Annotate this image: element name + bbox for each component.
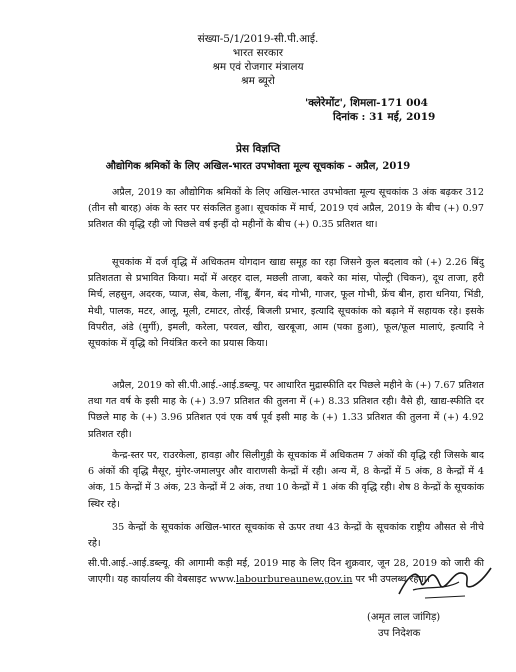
reference-number: संख्या-5/1/2019-सी.पी.आई. (197, 33, 319, 45)
bureau-name: श्रम ब्यूरो (241, 75, 275, 87)
office-address: 'क्लेरेमोंट', शिमला-171 004 (305, 97, 428, 109)
press-release-heading: प्रेस विज्ञप्ति (236, 143, 280, 155)
paragraph-1 (88, 185, 484, 234)
paragraph-4 (88, 448, 484, 513)
paragraph-6-text-end: पर भी उपलब्ध रहेगा। (352, 574, 430, 586)
signatory-designation: उप निदेशक (378, 628, 421, 639)
paragraph-2 (88, 255, 484, 352)
paragraph-4-text: केन्द्र-स्तर पर, राउरकेला, हावड़ा और सिलीगुड़ी के सूचकांक में अधिकतम 7 अंकों की वृद्धि रही जिसके बाद 6 अंकों की वृद्धि मैसूर, मुंगेर-जमालपुर और वाराणसी केन्द्रों में रही। अन्य में, 8 केन्द्रों में 5 अंक, 8 केन्द्रों में 4 अंक, 15 केन्द्रों में 3 अंक, 23 केन्द्रों में 2 अंक, तथा 10 केन्द्रों में 1 अंक की वृद्धि रही। शेष 8 केन्द्रों के सूचकांक स्थिर रहे। (88, 450, 484, 510)
government-name: भारत सरकार (232, 47, 284, 59)
paragraph-5-text: 35 केन्द्रों के सूचकांक अखिल-भारत सूचकांक से ऊपर तथा 43 केन्द्रों के सूचकांक राष्ट्रीय औसत से नीचे रहे। (88, 522, 484, 550)
release-date: दिनांक : 31 मई, 2019 (333, 111, 436, 123)
ministry-name: श्रम एवं रोजगार मंत्रालय (212, 61, 304, 73)
signatory-name: (अमृत लाल जांगिड़) (367, 612, 441, 623)
signature-image (395, 560, 495, 604)
paragraph-6-text: सी.पी.आई.-आई.डब्ल्यू. की आगामी कड़ी मई, 2019 माह के लिए दिन शुक्रवार, जून 28, 2019 को जारी की जाएगी। यह कार्यालय की वेबसाइट www. (88, 558, 484, 586)
document-title: औद्योगिक श्रमिकों के लिए अखिल-भारत उपभोक्ता मूल्य सूचकांक - अप्रैल, 2019 (105, 161, 411, 172)
website-link[interactable]: labourbureaunew.gov.in (236, 574, 353, 586)
paragraph-2-text: सूचकांक में दर्ज वृद्धि में अधिकतम योगदान खाद्य समूह का रहा जिसने कुल बदलाव को (+) 2.26 बिंदु प्रतिशतता से प्रभावित किया। मदों में अरहर दाल, मछली ताजा, बकरे का मांस, पोल्ट्री (चिकन), दूध ताजा, हरी मिर्च, लहसुन, अदरक, प्याज, सेब, केला, नींबू, बैंगन, बंद गोभी, गाजर, फूल गोभी, फ्रेंच बीन, हारा धनिया, भिंडी, मेथी, पालक, मटर, आलू, मूली, टमाटर, तोरई, बिजली प्रभार, इत्यादि सूचकांक को बढ़ाने में सहायक रहे। इसके विपरीत, अंडे (मुर्गी), इमली, करेला, परवल, खीरा, खरबूजा, आम (पका हुआ), फूल/फूल मालाएं, इत्यादि ने सूचकांक में वृद्धि को नियंत्रित करने का प्रयास किया। (88, 257, 484, 350)
paragraph-3 (88, 378, 484, 443)
paragraph-5 (88, 520, 484, 552)
paragraph-1-text: अप्रैल, 2019 का औद्योगिक श्रमिकों के लिए अखिल-भारत उपभोक्ता मूल्य सूचकांक 3 अंक बढ़कर 312 (तीन सौ बारह) अंक के स्तर पर संकलित हुआ। सूचकांक में मार्च, 2019 एवं अप्रैल, 2019 के बीच (+) 0.97 प्रतिशत की वृद्धि रही जो पिछले वर्ष इन्हीं दो महीनों के बीच (+) 0.35 प्रतिशत था। (88, 187, 484, 231)
paragraph-3-text: अप्रैल, 2019 को सी.पी.आई.-आई.डब्ल्यू. पर आधारित मुद्रास्फीति दर पिछले महीने के (+) 7.67 प्रतिशत तथा गत वर्ष के इसी माह के (+) 3.97 प्रतिशत की तुलना में (+) 8.33 प्रतिशत रही। वैसे ही, खाद्य-स्फीति दर पिछले माह के (+) 3.96 प्रतिशत एवं एक वर्ष पूर्व इसी माह के (+) 1.33 प्रतिशत की तुलना में (+) 4.92 प्रतिशत रही। (88, 380, 484, 440)
